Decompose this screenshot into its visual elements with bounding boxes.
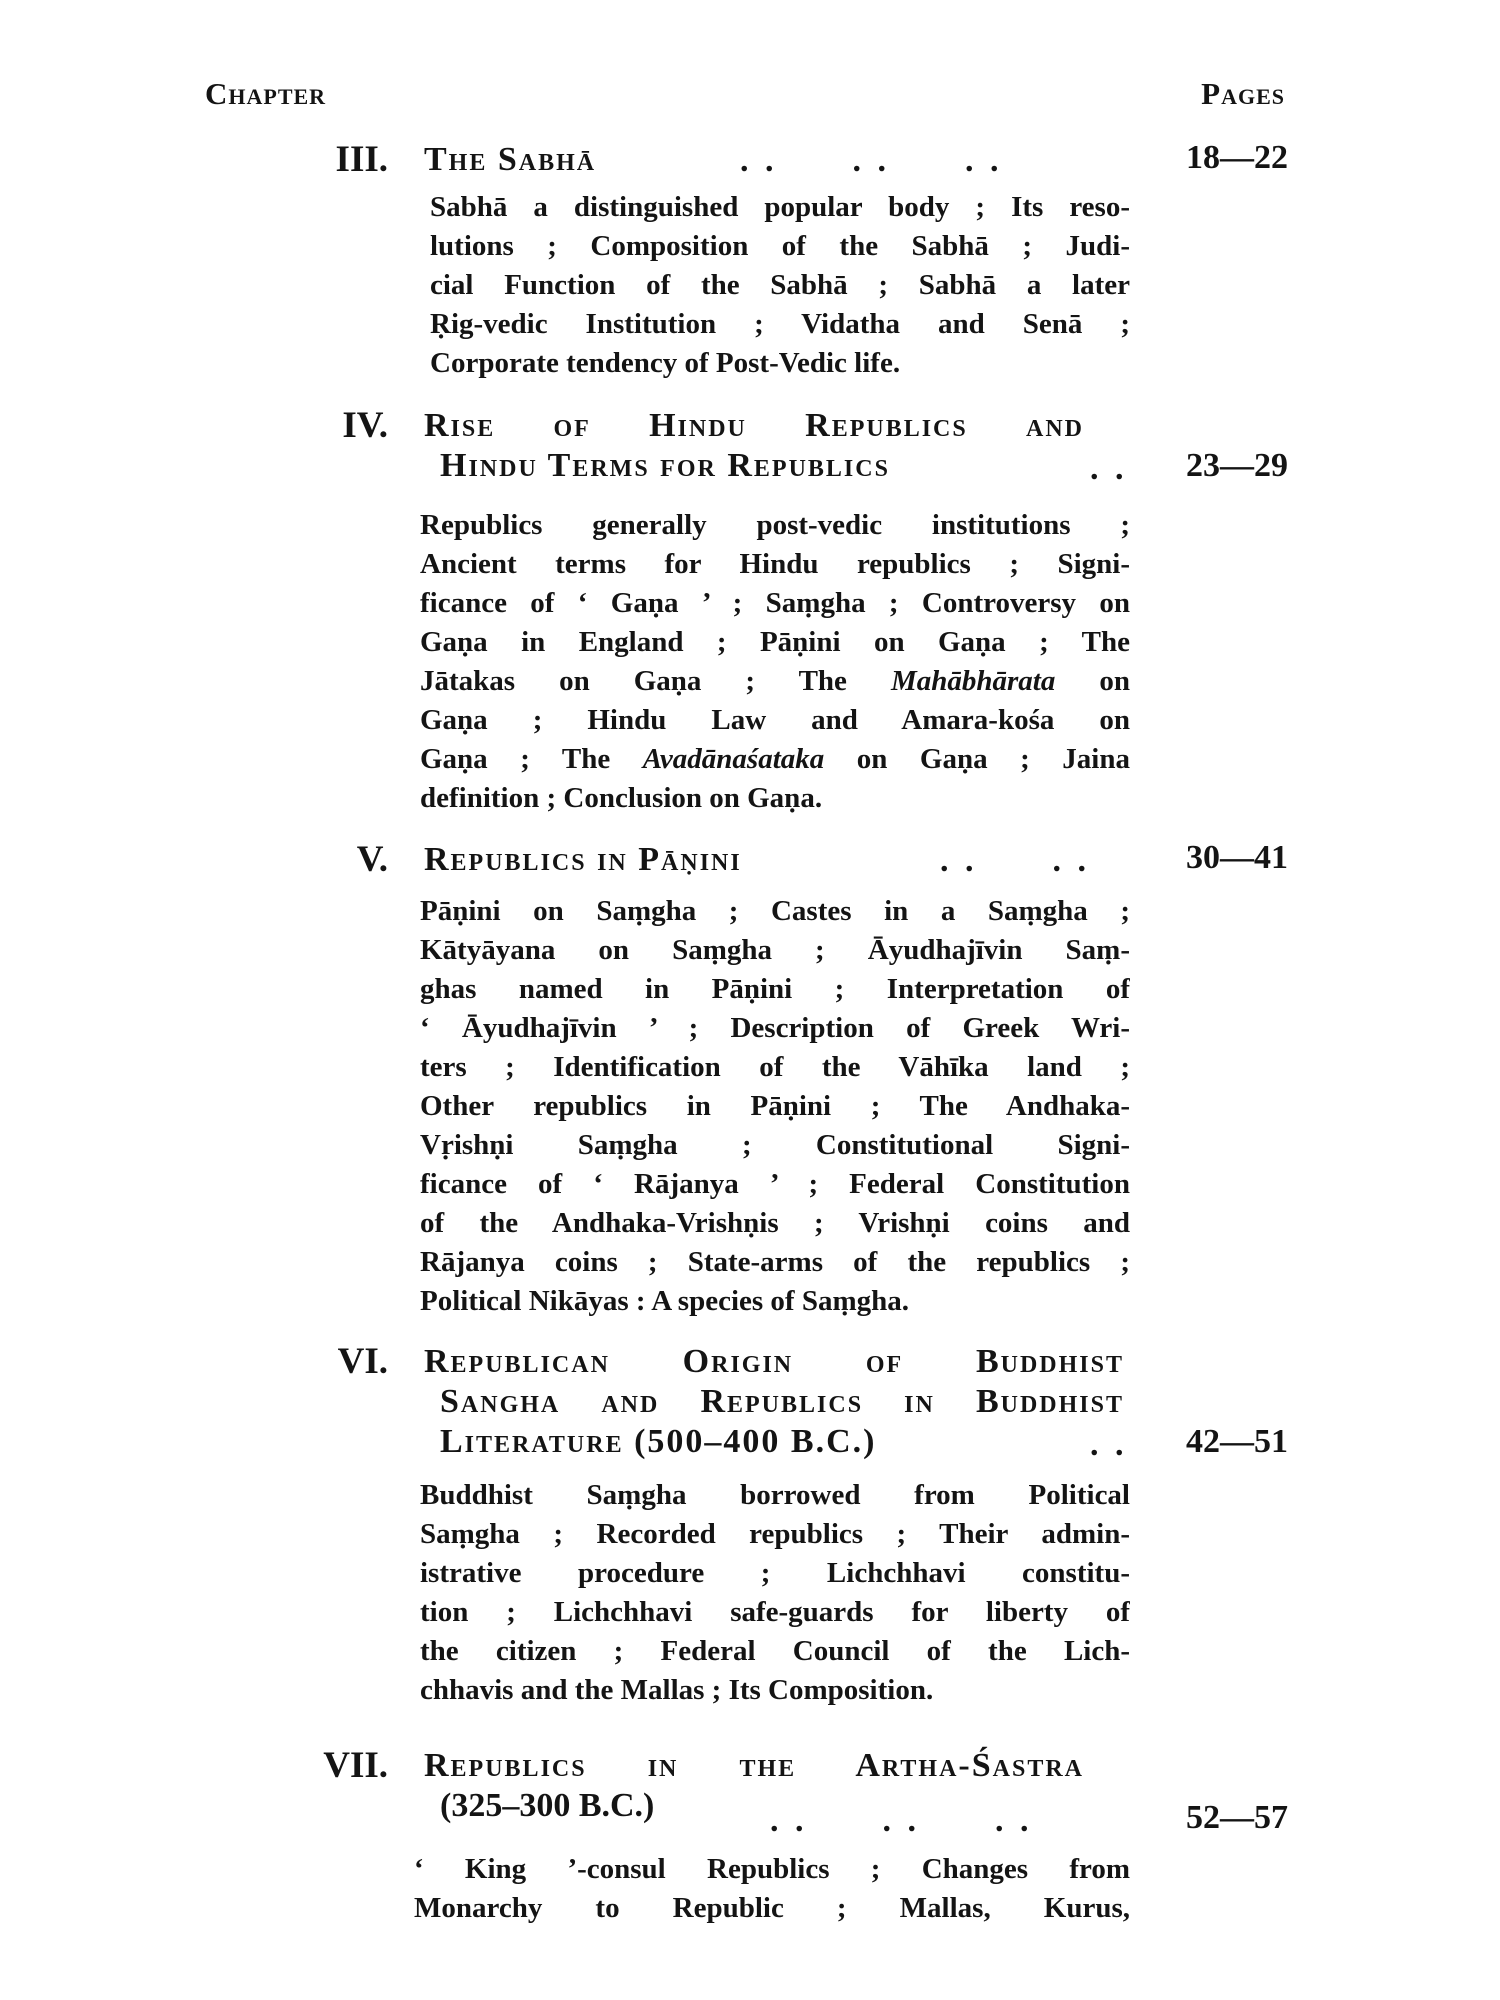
pages-column-header: Pages xyxy=(1201,76,1285,111)
chapter-title-line: Republics in Pāṇini xyxy=(424,841,742,878)
summary-line: Pāṇini on Saṃgha ; Castes in a Saṃgha ; xyxy=(420,895,1130,927)
chapter-number: VII. xyxy=(323,1745,388,1786)
summary-line: Gaṇa ; The Avadānaśataka on Gaṇa ; Jaina xyxy=(420,743,1130,775)
dot-leader: . . . . . . xyxy=(770,1802,1033,1839)
page-range: 23—29 xyxy=(1186,447,1288,484)
chapter-title-line: Sangha and Republics in Buddhist xyxy=(440,1383,1124,1420)
chapter-title-line: Hindu Terms for Republics xyxy=(440,447,890,484)
chapter-summary xyxy=(420,506,1130,818)
chapter-title-line: The Sabhā xyxy=(424,141,597,178)
summary-line: Corporate tendency of Post-Vedic life. xyxy=(430,347,901,379)
summary-line: Kātyāyana on Saṃgha ; Āyudhajīvin Saṃ- xyxy=(420,934,1130,966)
summary-line: Monarchy to Republic ; Mallas, Kurus, xyxy=(414,1892,1130,1924)
page-range: 18—22 xyxy=(1186,139,1288,176)
chapter-title-line: (325–300 B.C.) xyxy=(440,1787,655,1824)
dot-leader: . . . . xyxy=(940,842,1090,879)
summary-line: Other republics in Pāṇini ; The Andhaka- xyxy=(420,1090,1130,1122)
summary-line: ghas named in Pāṇini ; Interpretation of xyxy=(420,973,1130,1005)
summary-line: Ancient terms for Hindu republics ; Signi- xyxy=(420,548,1130,580)
summary-line: Rājanya coins ; State-arms of the republics ; xyxy=(420,1246,1130,1278)
chapter-title xyxy=(424,406,1104,486)
dot-leader: . . xyxy=(1090,450,1128,487)
summary-line: ters ; Identification of the Vāhīka land ; xyxy=(420,1051,1130,1083)
page-range: 42—51 xyxy=(1186,1423,1288,1460)
summary-line: chhavis and the Mallas ; Its Composition. xyxy=(420,1674,934,1706)
summary-line: istrative procedure ; Lichchhavi constitu- xyxy=(420,1557,1130,1589)
dot-leader: . . . . . . xyxy=(740,142,1003,179)
summary-line: Saṃgha ; Recorded republics ; Their admin- xyxy=(420,1518,1130,1550)
summary-line: Gaṇa ; Hindu Law and Amara-kośa on xyxy=(420,704,1130,736)
summary-line: tion ; Lichchhavi safe-guards for liberty of xyxy=(420,1596,1130,1628)
summary-line: Republics generally post-vedic institutions ; xyxy=(420,509,1130,541)
chapter-number: IV. xyxy=(342,405,388,446)
summary-line: lutions ; Composition of the Sabhā ; Judi- xyxy=(430,230,1130,262)
chapter-summary xyxy=(414,1850,1130,1928)
chapter-number: III. xyxy=(335,139,388,180)
dot-leader: . . xyxy=(1090,1426,1128,1463)
summary-line: Sabhā a distinguished popular body ; Its reso- xyxy=(430,191,1130,223)
summary-line: ficance of ‘ Gaṇa ’ ; Saṃgha ; Controversy on xyxy=(420,587,1130,619)
summary-line: Jātakas on Gaṇa ; The Mahābhārata on xyxy=(420,665,1130,697)
chapter-title-line: Republics in the Artha-Śastra xyxy=(424,1747,1084,1784)
summary-line: ‘ King ’-consul Republics ; Changes from xyxy=(414,1853,1130,1885)
chapter-summary xyxy=(430,188,1130,383)
chapter-title-line: Literature (500–400 B.C.) xyxy=(440,1423,877,1460)
summary-line: Political Nikāyas : A species of Saṃgha. xyxy=(420,1285,909,1317)
summary-line: of the Andhaka-Vrishṇis ; Vrishṇi coins and xyxy=(420,1207,1130,1239)
chapter-title-line: Republican Origin of Buddhist xyxy=(424,1343,1124,1380)
chapter-summary xyxy=(420,1476,1130,1710)
page-range: 30—41 xyxy=(1186,839,1288,876)
summary-line: Buddhist Saṃgha borrowed from Political xyxy=(420,1479,1130,1511)
summary-line: Ṛig-vedic Institution ; Vidatha and Senā ; xyxy=(430,308,1130,340)
summary-line: definition ; Conclusion on Gaṇa. xyxy=(420,782,823,814)
summary-line: ‘ Āyudhajīvin ’ ; Description of Greek Wri- xyxy=(420,1012,1130,1044)
summary-line: Gaṇa in England ; Pāṇini on Gaṇa ; The xyxy=(420,626,1130,658)
page-range: 52—57 xyxy=(1186,1799,1288,1836)
chapter-column-header: Chapter xyxy=(205,76,327,111)
chapter-title-line: Rise of Hindu Republics and xyxy=(424,407,1084,444)
summary-line: the citizen ; Federal Council of the Lich- xyxy=(420,1635,1130,1667)
summary-line: ficance of ‘ Rājanya ’ ; Federal Constitution xyxy=(420,1168,1130,1200)
summary-line: Vṛishṇi Saṃgha ; Constitutional Signi- xyxy=(420,1129,1130,1161)
summary-line: cial Function of the Sabhā ; Sabhā a later xyxy=(430,269,1130,301)
chapter-title xyxy=(424,1342,1124,1462)
chapter-number: VI. xyxy=(337,1341,388,1382)
chapter-number: V. xyxy=(356,839,388,880)
chapter-summary xyxy=(420,892,1130,1321)
